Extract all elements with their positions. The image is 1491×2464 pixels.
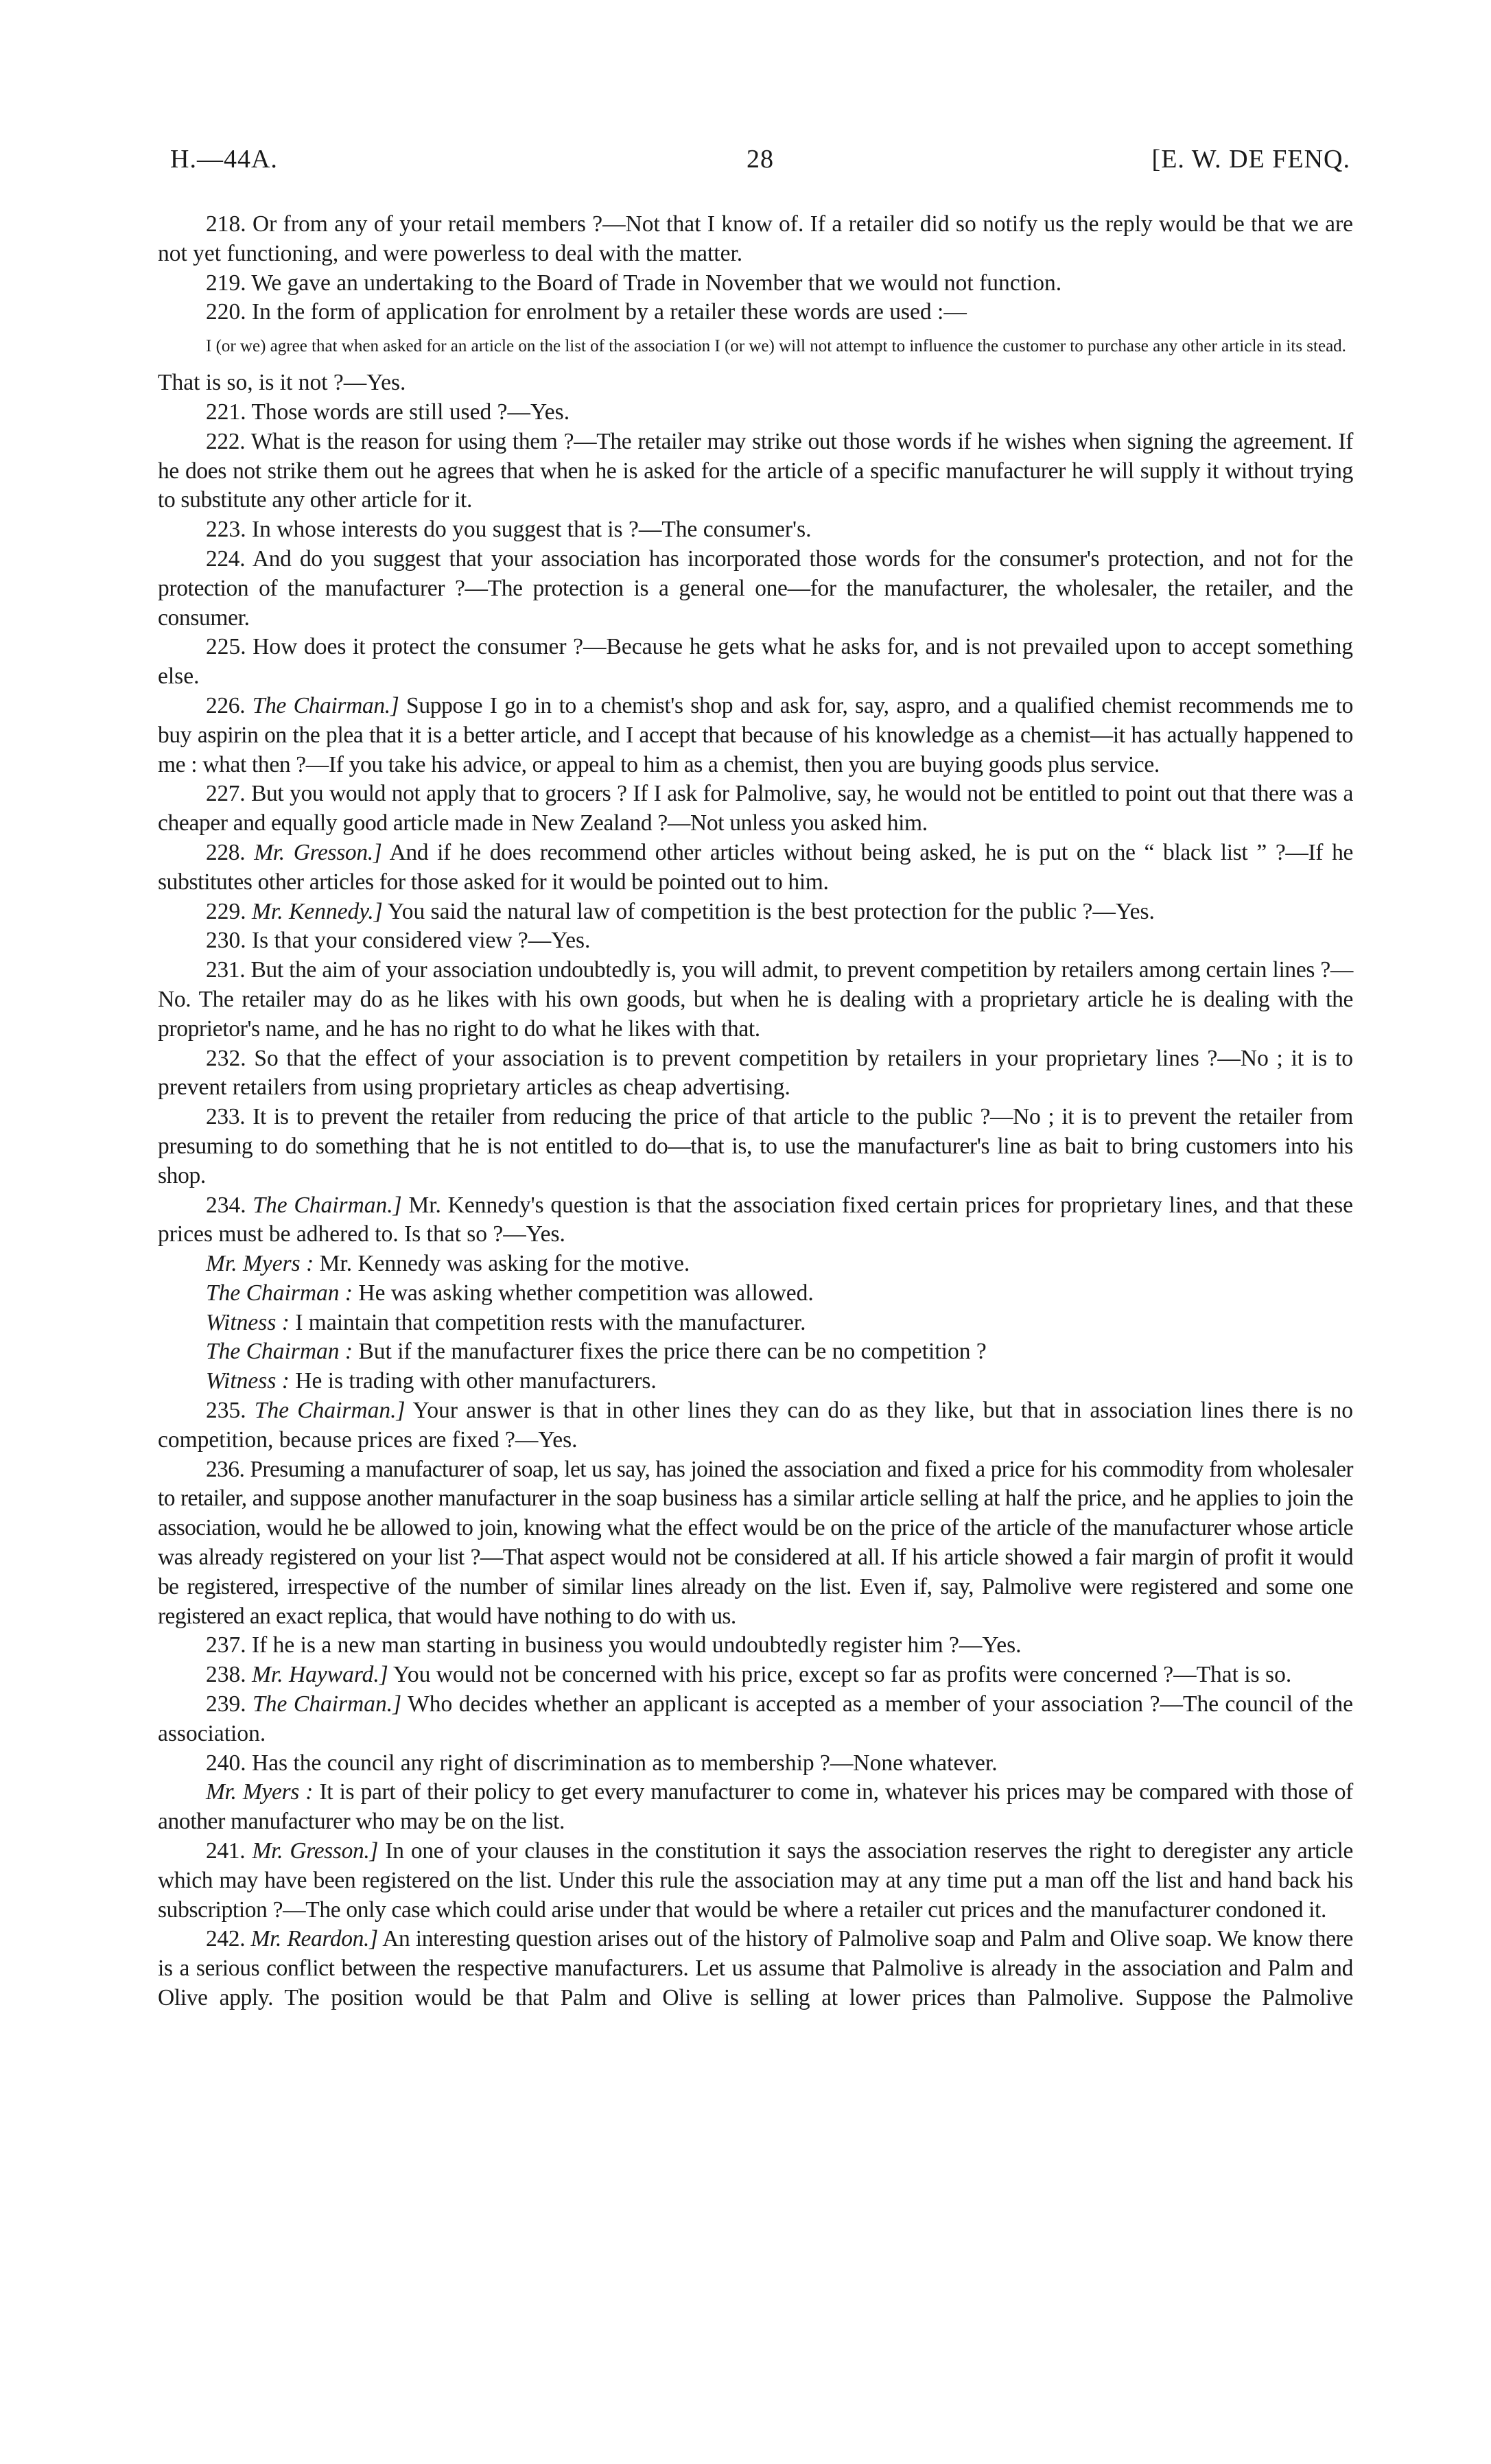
exchange-line [158, 1778, 1353, 1837]
paragraph-number: 228. [206, 839, 246, 865]
paragraph-text: He is trading with other manufacturers. [295, 1368, 657, 1394]
paragraph-number: 233. [206, 1104, 246, 1130]
speaker: The Chairman : [206, 1280, 353, 1306]
paragraph-226 [158, 692, 1353, 779]
paragraph-239 [158, 1690, 1353, 1749]
paragraph-number: 234. [206, 1192, 246, 1218]
paragraph-225 [158, 633, 1353, 692]
paragraph-number: 241. [206, 1838, 246, 1864]
quoted-agreement: I (or we) agree that when asked for an article on the list of the association I (or we) will not attempt to influence the customer to purchase any other article in its stead. [206, 337, 1346, 356]
paragraph-text: Those words are still used ?—Yes. [251, 399, 570, 425]
speaker: Mr. Hayward.] [252, 1662, 388, 1688]
paragraph-number: 232. [206, 1045, 246, 1071]
paragraph-number: 229. [206, 898, 246, 924]
paragraph-223 [158, 515, 1353, 545]
paragraph-number: 225. [206, 634, 246, 660]
paragraph-232 [158, 1044, 1353, 1103]
paragraph-text: In whose interests do you suggest that is ?—The consumer's. [252, 517, 812, 543]
paragraph-text: So that the effect of your association is to prevent competition by retailers in your proprietary lines ?—No ; it is to prevent retailers from using proprietary articles as cheap advertising. [158, 1045, 1353, 1101]
paragraph-text: How does it protect the consumer ?—Because he gets what he asks for, and is not prevailed upon to accept something else. [158, 634, 1354, 690]
paragraph-number: 218. [206, 211, 246, 237]
speaker: Witness : [206, 1309, 290, 1335]
paragraph-text: Your answer is that in other lines they can do as they like, but that in association lines there is no competition, because prices are fixed ?—Yes. [158, 1398, 1354, 1453]
speaker: Mr. Kennedy.] [252, 898, 383, 924]
paragraph-number: 239. [206, 1691, 246, 1717]
paragraph-number: 224. [206, 545, 246, 572]
exchange-line [158, 1309, 1353, 1338]
exchange-line [158, 1367, 1353, 1396]
paragraph-text: You said the natural law of competition is the best protection for the public ?—Yes. [387, 898, 1155, 924]
paragraph-number: 231. [206, 957, 246, 983]
paragraph-text: But the aim of your association undoubtedly is, you will admit, to prevent competition by retailers among certain lines ?—No. The retailer may do as he likes with his own goods, but when he is dealing with a proprietary article he is dealing with the proprietor's name, and he has no right to do what he likes with that. [158, 957, 1353, 1042]
paragraph-219 [158, 269, 1353, 298]
speaker: Mr. Gresson.] [254, 839, 382, 865]
paragraph-number: 242. [206, 1926, 246, 1952]
paragraph-text: We gave an undertaking to the Board of Trade in November that we would not function. [251, 270, 1062, 296]
exchange-line [158, 1249, 1353, 1279]
exchange-line [158, 1279, 1353, 1309]
paragraph-number: 222. [206, 428, 246, 454]
paragraph-number: 223. [206, 517, 246, 543]
paragraph-text: Who decides whether an applicant is accepted as a member of your association ?—The council of the association. [158, 1691, 1353, 1746]
paragraph-text: And do you suggest that your association has incorporated those words for the consumer's protection, and not for the protection of the manufacturer ?—The protection is a general one—for the manufacturer, the wholesaler, the retailer, and the consumer. [158, 545, 1353, 631]
speaker: Mr. Myers : [206, 1779, 314, 1805]
speaker: Mr. Reardon.] [250, 1926, 378, 1952]
paragraph-text: In one of your clauses in the constitution it says the association reserves the right to deregister any article which may have been registered on the list. Under this rule the association may at any time put a man off the list and hand back his subscription ?—The only case which could arise under that would be where a retailer cut prices and the manufacturer condoned it. [158, 1838, 1354, 1923]
paragraph-text: He was asking whether competition was allowed. [358, 1280, 814, 1306]
paragraph-number: 235. [206, 1398, 246, 1424]
paragraph-241 [158, 1837, 1353, 1925]
paragraph-text: And if he does recommend other articles without being asked, he is put on the “ black list ” ?—If he substitutes other articles for those asked for it would be pointed out to him. [158, 839, 1353, 895]
speaker: Mr. Gresson.] [252, 1838, 379, 1864]
speaker: Mr. Myers : [206, 1251, 314, 1277]
paragraph-text: Mr. Kennedy was asking for the motive. [319, 1251, 690, 1277]
paragraph-text: An interesting question arises out of the history of Palmolive soap and Palm and Olive soap. We know there is a serious conflict between the respective manufacturers. Let us assume that Palmolive is already in the association and Palm and Olive apply. The position would be that Palm and Olive is selling at lower prices than Palmolive. Suppose the Palmolive [158, 1926, 1354, 2011]
paragraph-224 [158, 545, 1353, 633]
paragraph-number: 238. [206, 1662, 246, 1688]
paragraph-237 [158, 1631, 1353, 1661]
paragraph-218 [158, 210, 1353, 269]
paragraph-text: If he is a new man starting in business you would undoubtedly register him ?—Yes. [252, 1632, 1022, 1658]
paragraph-number: 240. [206, 1750, 246, 1776]
document-reference: H.—44A. [170, 145, 278, 174]
paragraph-text: Or from any of your retail members ?—Not that I know of. If a retailer did so notify us the reply would be that we are not yet functioning, and were powerless to deal with the matter. [158, 211, 1354, 266]
paragraph-242 [158, 1925, 1353, 2013]
paragraph-text: What is the reason for using them ?—The retailer may strike out those words if he wishes when signing the agreement. If he does not strike them out he agrees that when he is asked for the article of a specific manufacturer he will supply it without trying to substitute any other article for it. [158, 428, 1354, 513]
paragraph-number: 226. [206, 692, 246, 718]
paragraph-240 [158, 1749, 1353, 1779]
paragraph-text: But you would not apply that to grocers ? If I ask for Palmolive, say, he would not be entitled to point out that there was a cheaper and equally good article made in New Zealand ?—Not unless you asked him. [158, 781, 1353, 836]
witness-name: [E. W. DE FENQ. [1151, 145, 1350, 174]
paragraph-text: But if the manufacturer fixes the price there can be no competition ? [358, 1339, 987, 1365]
paragraph-233 [158, 1103, 1353, 1190]
page-number: 28 [747, 145, 774, 174]
paragraph-text: Presuming a manufacturer of soap, let us say, has joined the association and fixed a price for his commodity from wholesaler to retailer, and suppose another manufacturer in the soap business has a similar article selling at half the price, and he applies to join the association, would he be allowed to join, knowing what the effect would be on the price of the article of the manufacturer whose article was already registered on your list ?—That aspect would not be considered at all. If his article showed a fair margin of profit it would be registered, irrespective of the number of similar lines already on the list. Even if, say, Palmolive were registered and some one registered an exact replica, that would have nothing to do with us. [158, 1456, 1353, 1629]
paragraph-227 [158, 779, 1353, 838]
paragraph-229 [158, 897, 1353, 927]
paragraph-number: 219. [206, 270, 246, 296]
paragraph-number: 227. [206, 781, 246, 807]
paragraph-234 [158, 1191, 1353, 1250]
speaker: The Chairman.] [254, 1398, 406, 1424]
paragraph-228 [158, 838, 1353, 897]
paragraph-number: 237. [206, 1632, 246, 1658]
paragraph-230 [158, 926, 1353, 956]
paragraph-235 [158, 1396, 1353, 1455]
paragraph-number: 236. [206, 1456, 245, 1482]
paragraph-number: 221. [206, 399, 246, 425]
speaker: The Chairman.] [252, 692, 399, 718]
paragraph-text: Has the council any right of discrimination as to membership ?—None whatever. [252, 1750, 998, 1776]
paragraph-continuation: That is so, is it not ?—Yes. [158, 370, 406, 396]
paragraph-236 [158, 1455, 1353, 1632]
paragraph-text: Mr. Kennedy's question is that the association fixed certain prices for proprietary lines, and that these prices must be adhered to. Is that so ?—Yes. [158, 1192, 1354, 1247]
speaker: Witness : [206, 1368, 290, 1394]
speaker: The Chairman.] [253, 1192, 402, 1218]
page-header [170, 144, 1350, 185]
paragraph-238 [158, 1661, 1353, 1690]
paragraph-text: Is that your considered view ?—Yes. [252, 928, 591, 954]
speaker: The Chairman.] [253, 1691, 402, 1717]
paragraph-text: I maintain that competition rests with the manufacturer. [295, 1309, 806, 1335]
paragraph-220 [158, 298, 1353, 327]
exchange-line [158, 1337, 1353, 1367]
paragraph-text: It is part of their policy to get every manufacturer to come in, whatever his prices may be compared with those of another manufacturer who may be on the list. [158, 1779, 1353, 1835]
paragraph-text: You would not be concerned with his price, except so far as profits were concerned ?—That is so. [392, 1662, 1292, 1688]
paragraph-text: Suppose I go in to a chemist's shop and ask for, say, aspro, and a qualified chemist recommends me to buy aspirin on the plea that it is a better article, and I accept that because of his knowledge as a chemist—it has actually happened to me : what then ?—If you take his advice, or appeal to him as a chemist, then you are buying goods plus service. [158, 692, 1353, 777]
body-text [158, 210, 1353, 2013]
paragraph-text: In the form of application for enrolment by a retailer these words are used :— [252, 299, 967, 325]
paragraph-text: It is to prevent the retailer from reducing the price of that article to the public ?—No ; it is to prevent the retailer from presuming to do something that he is not entitled to do—that is, to use the manufacturer's line as bait to bring customers into his shop. [158, 1104, 1353, 1188]
paragraph-number: 220. [206, 299, 246, 325]
paragraph-231 [158, 956, 1353, 1044]
speaker: The Chairman : [206, 1339, 353, 1365]
paragraph-221 [158, 398, 1353, 427]
paragraph-number: 230. [206, 928, 246, 954]
paragraph-222 [158, 427, 1353, 515]
